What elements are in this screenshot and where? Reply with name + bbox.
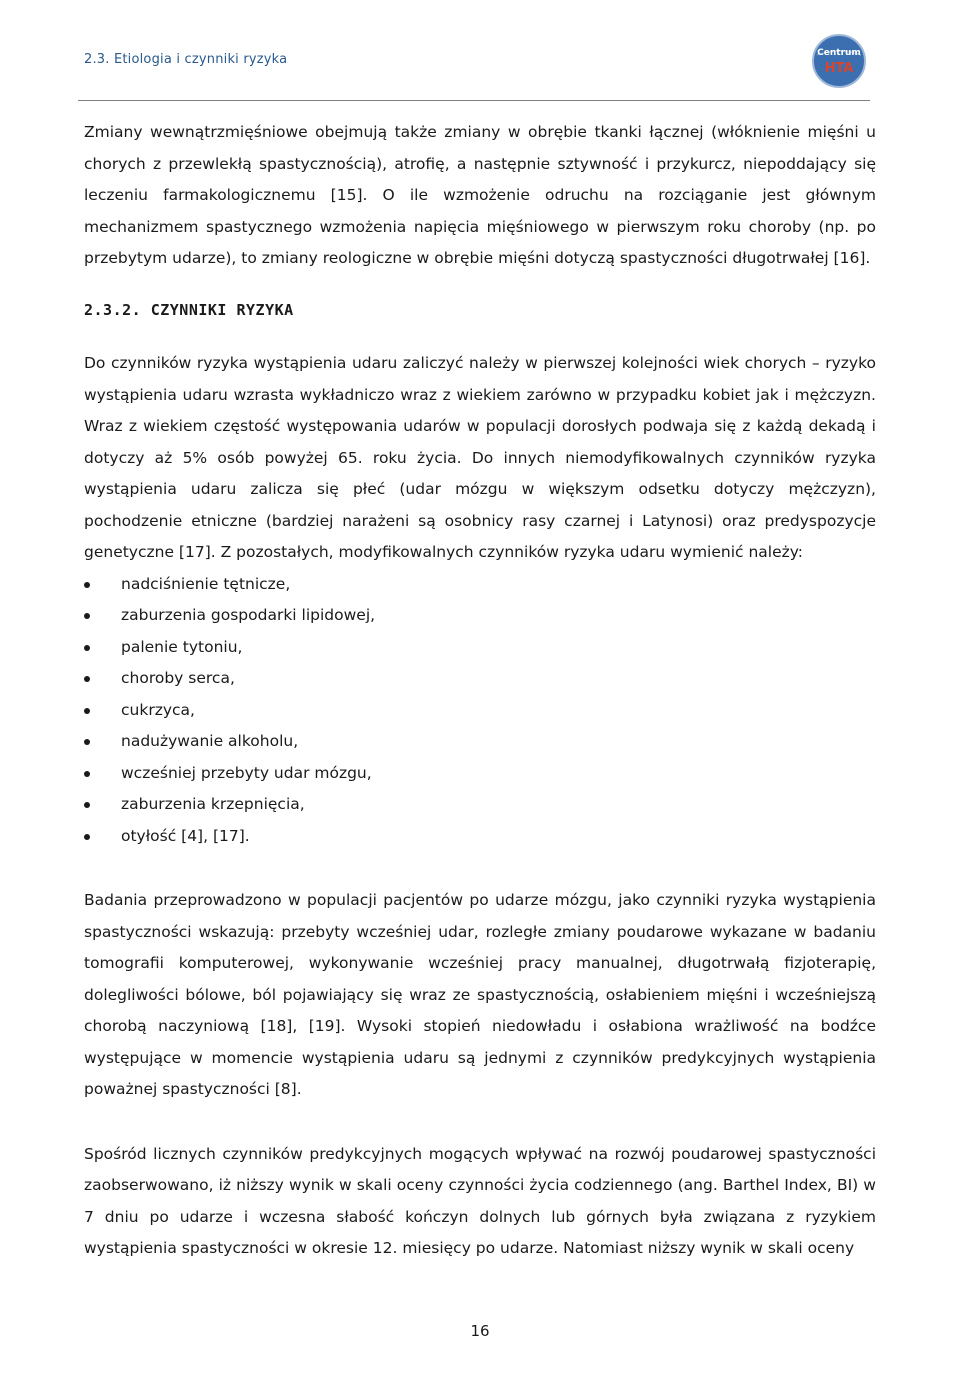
bullet-icon xyxy=(84,613,90,619)
paragraph-risk-factors: Do czynników ryzyka wystąpienia udaru zaliczyć należy w pierwszej kolejności wiek chorych – ryzyko wystąpienia udaru wzrasta wykładniczo wraz z wiekiem zarówno w przypadku kobiet jak i mężczyzn. Wraz z wiekiem częstość występowania udarów w populacji dorosłych podwaja się z każdą dekadą i dotyczy aż 5% osób powyżej 65. roku życia. Do innych niemodyfikowalnych czynników ryzyka wystąpienia udaru zalicza się płeć (udar mózgu w większym odsetku dotyczy mężczyzn), pochodzenie etniczne (bardziej narażeni są osobnicy rasy czarnej i Latynosi) oraz predyspozycje genetyczne [17]. Z pozostałych, modyfikowalnych czynników ryzyka udaru wymienić należy: xyxy=(84,354,876,561)
risk-factors-list xyxy=(84,569,876,853)
bullet-icon xyxy=(84,582,90,588)
list-item: cukrzyca, xyxy=(84,695,876,727)
paragraph-barthel-index: Spośród licznych czynników predykcyjnych mogących wpływać na rozwój poudarowej spastyczności zaobserwowano, iż niższy wynik w skali oceny czynności życia codziennego (ang. Barthel Index, BI) w 7 dniu po udarze i wczesna słabość kończyn dolnych lub górnych była związana z ryzykiem wystąpienia spastyczności w okresie 12. miesięcy po udarze. Natomiast niższy wynik w skali oceny xyxy=(84,1144,876,1257)
paragraph-intramuscular-changes: Zmiany wewnątrzmięśniowe obejmują także zmiany w obrębie tkanki łącznej (włóknienie mięśni u chorych z przewlekłą spastycznością), atrofię, a następnie sztywność i przykurcz, niepoddający się leczeniu farmakologicznemu [15]. O ile wzmożenie odruchu na rozciąganie jest głównym mechanizmem spastycznego wzmożenia napięcia mięśniowego w pierwszym roku choroby (np. po przebytym udarze), to zmiany reologiczne w obrębie mięśni dotyczą spastyczności długotrwałej [16]. xyxy=(84,123,876,267)
bullet-icon xyxy=(84,771,90,777)
list-item: nadciśnienie tętnicze, xyxy=(84,569,876,601)
logo-top-text: Centrum xyxy=(817,48,861,58)
running-header-title: 2.3. Etiologia i czynniki ryzyka xyxy=(84,52,288,67)
bullet-icon xyxy=(84,708,90,714)
logo-bottom-text: HTA xyxy=(824,61,854,76)
paragraph-spasticity-predictors: Badania przeprowadzono w populacji pacjentów po udarze mózgu, jako czynniki ryzyka wystąpienia spastyczności wskazują: przebyty wcześniej udar, rozległe zmiany poudarowe wykazane w badaniu tomografii komputerowej, wykonywanie wcześniej pracy manualnej, długotrwałą fizjoterapię, dolegliwości bólowe, ból pojawiający się wraz ze spastycznością, osłabieniem mięśni i wcześniejszą chorobą naczyniową [18], [19]. Wysoki stopień niedowładu i osłabiona wrażliwość na bodźce występujące w momencie wystąpienia udaru są jednymi z czynników predykcyjnych wystąpienia poważnej spastyczności [8]. xyxy=(84,891,876,1098)
list-item: zaburzenia gospodarki lipidowej, xyxy=(84,600,876,632)
bullet-icon xyxy=(84,802,90,808)
list-item: palenie tytoniu, xyxy=(84,632,876,664)
section-heading: 2.3.2. CZYNNIKI RYZYKA xyxy=(84,300,294,319)
bullet-icon xyxy=(84,834,90,840)
list-item: nadużywanie alkoholu, xyxy=(84,726,876,758)
main-content xyxy=(84,117,876,1265)
list-item: wcześniej przebyty udar mózgu, xyxy=(84,758,876,790)
bullet-icon xyxy=(84,676,90,682)
list-item: choroby serca, xyxy=(84,663,876,695)
list-item: otyłość [4], [17]. xyxy=(84,821,876,853)
header-divider xyxy=(78,100,870,101)
bullet-icon xyxy=(84,739,90,745)
bullet-icon xyxy=(84,645,90,651)
list-item: zaburzenia krzepnięcia, xyxy=(84,789,876,821)
page-number: 16 xyxy=(470,1322,490,1340)
centrum-hta-logo xyxy=(811,33,867,89)
